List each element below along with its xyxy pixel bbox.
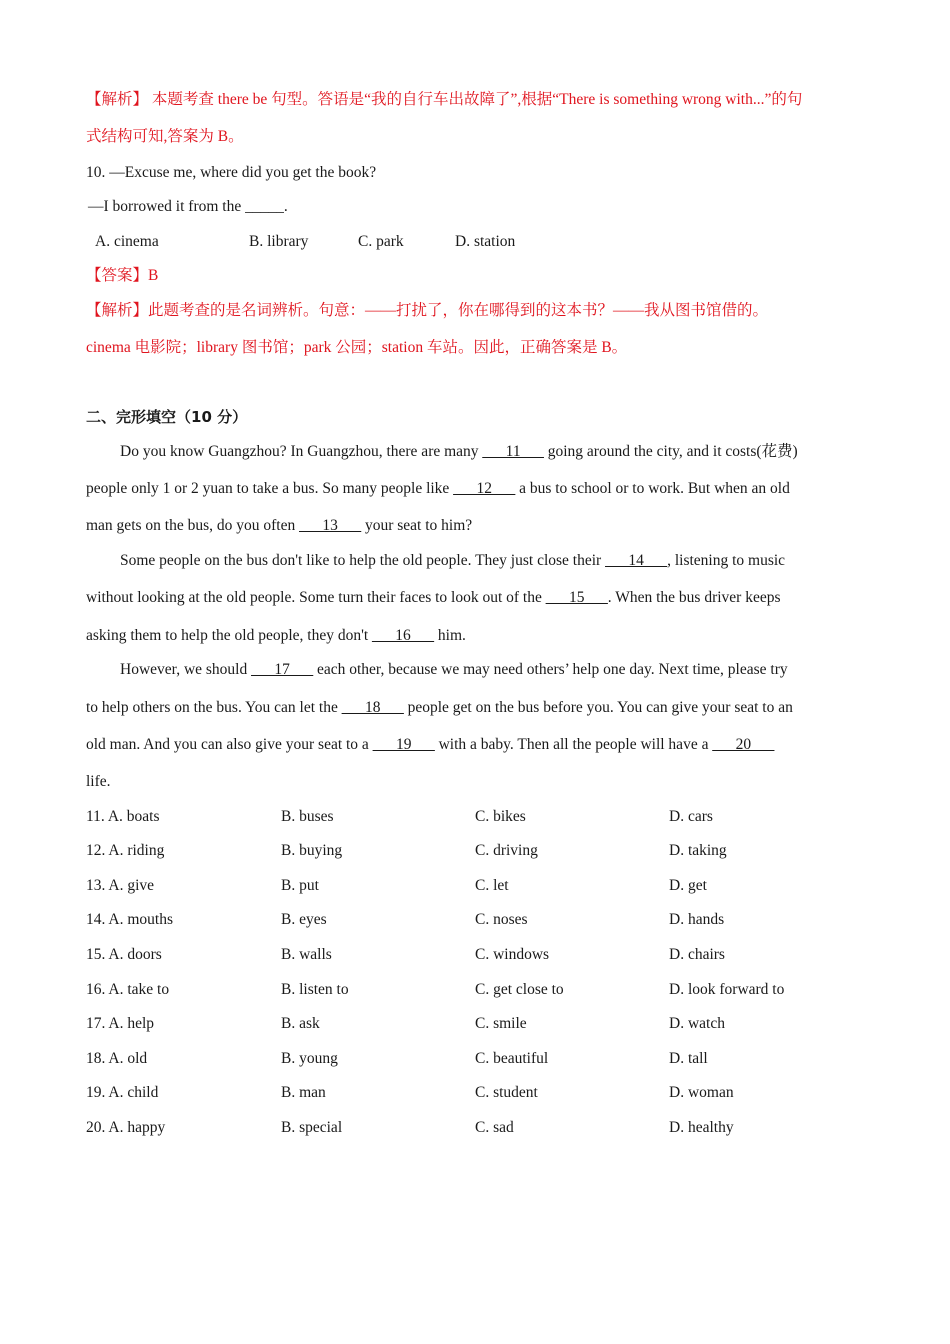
- question-10-option-a: A. cinema: [95, 233, 159, 250]
- option-c: C. sad: [475, 1119, 514, 1136]
- passage-p3-line-3: [86, 735, 774, 755]
- options-row-16: [86, 980, 866, 1000]
- option-a: 18. A. old: [86, 1050, 148, 1067]
- blank-13: ___13___: [299, 517, 362, 534]
- passage-p1-line-1: [120, 442, 798, 462]
- option-d: D. healthy: [669, 1119, 734, 1136]
- option-d: D. chairs: [669, 946, 725, 963]
- question-10-analysis-line-1: 【解析】此题考查的是名词辨析。句意：——打扰了，你在哪得到的这本书？——我从图书馆借的。: [86, 302, 769, 319]
- option-a: 19. A. child: [86, 1084, 159, 1101]
- blank-11: ___11___: [482, 443, 544, 460]
- question-10-answer-line: —I borrowed it from the _____.: [88, 198, 288, 215]
- option-b: B. buying: [281, 842, 343, 859]
- option-b: B. put: [281, 877, 319, 894]
- option-a: 17. A. help: [86, 1015, 155, 1032]
- option-b: B. walls: [281, 946, 332, 963]
- option-a: 16. A. take to: [86, 981, 170, 998]
- options-row-14: [86, 910, 866, 930]
- options-row-20: [86, 1118, 866, 1138]
- option-d: D. get: [669, 877, 707, 894]
- option-a: 12. A. riding: [86, 842, 165, 859]
- option-c: C. let: [475, 877, 509, 894]
- passage-p1-line-2: [86, 479, 790, 499]
- passage-text: your seat to him?: [361, 517, 473, 534]
- option-b: B. ask: [281, 1015, 320, 1032]
- blank-18: ___18___: [341, 699, 404, 716]
- passage-text: man gets on the bus, do you often: [86, 517, 300, 534]
- analysis-tag: 【解析】: [86, 91, 149, 108]
- option-c: C. get close to: [475, 981, 564, 998]
- analysis-9-line-2: 式结构可知,答案为 B。: [86, 128, 244, 145]
- blank-12: ___12___: [453, 480, 516, 497]
- analysis-9-line-1: [86, 90, 802, 110]
- passage-p2-line-3: [86, 626, 466, 646]
- passage-text: each other, because we may need others’ help one day. Next time, please try: [313, 661, 788, 678]
- option-d: D. woman: [669, 1084, 734, 1101]
- blank-19: ___19___: [372, 736, 435, 753]
- option-a: 20. A. happy: [86, 1119, 166, 1136]
- option-c: C. bikes: [475, 808, 526, 825]
- analysis-text: 本题考查 there be 句型。答语是“我的自行车出故障了”,根据“There is something wrong with...”的句: [148, 91, 803, 108]
- blank-16: ___16___: [372, 627, 435, 644]
- passage-p3-line-4: life.: [86, 773, 111, 790]
- passage-p2-line-2: [86, 588, 781, 608]
- option-c: C. smile: [475, 1015, 527, 1032]
- passage-text: . When the bus driver keeps: [607, 589, 781, 606]
- option-d: D. watch: [669, 1015, 725, 1032]
- section-title: 二、完形填空（10 分）: [86, 408, 248, 426]
- passage-text: , listening to music: [667, 552, 786, 569]
- option-d: D. taking: [669, 842, 727, 859]
- passage-text: people get on the bus before you. You can give your seat to an: [403, 699, 793, 716]
- option-c: C. beautiful: [475, 1050, 549, 1067]
- options-row-17: [86, 1014, 866, 1034]
- blank-14: ___14___: [605, 552, 668, 569]
- passage-text: old man. And you can also give your seat to a: [86, 736, 373, 753]
- option-a: 13. A. give: [86, 877, 155, 894]
- option-b: B. listen to: [281, 981, 349, 998]
- passage-text: with a baby. Then all the people will have a: [434, 736, 713, 753]
- blank-17: ___17___: [251, 661, 314, 678]
- passage-p1-line-3: [86, 516, 472, 536]
- option-b: B. man: [281, 1084, 326, 1101]
- option-b: B. eyes: [281, 911, 327, 928]
- option-a: 11. A. boats: [86, 808, 160, 825]
- passage-p2-line-1: [120, 551, 785, 571]
- passage-text: a bus to school or to work. But when an old: [515, 480, 790, 497]
- question-10: 10. —Excuse me, where did you get the book?: [86, 164, 377, 181]
- option-c: C. windows: [475, 946, 550, 963]
- option-c: C. driving: [475, 842, 538, 859]
- passage-text: without looking at the old people. Some turn their faces to look out of the: [86, 589, 546, 606]
- question-10-option-d: D. station: [455, 233, 516, 250]
- passage-text: Some people on the bus don't like to help the old people. They just close their: [120, 552, 606, 569]
- question-10-option-c: C. park: [358, 233, 404, 250]
- passage-text: However, we should: [120, 661, 252, 678]
- question-10-option-b: B. library: [249, 233, 309, 250]
- blank-20: ___20___: [712, 736, 775, 753]
- passage-text: asking them to help the old people, they don't: [86, 627, 373, 644]
- option-b: B. young: [281, 1050, 338, 1067]
- option-b: B. special: [281, 1119, 343, 1136]
- option-a: 14. A. mouths: [86, 911, 173, 928]
- option-b: B. buses: [281, 808, 334, 825]
- blank-15: ___15___: [545, 589, 608, 606]
- options-row-15: [86, 945, 866, 965]
- question-10-answer: 【答案】B: [86, 267, 159, 284]
- option-d: D. cars: [669, 808, 713, 825]
- question-10-analysis-line-2: cinema 电影院；library 图书馆；park 公园；station 车站。因此，正确答案是 B。: [86, 339, 628, 356]
- option-d: D. look forward to: [669, 981, 785, 998]
- options-row-18: [86, 1049, 866, 1069]
- passage-text: people only 1 or 2 yuan to take a bus. So many people like: [86, 480, 454, 497]
- passage-p3-line-1: [120, 660, 788, 680]
- option-d: D. hands: [669, 911, 725, 928]
- passage-text: him.: [434, 627, 466, 644]
- passage-text: to help others on the bus. You can let the: [86, 699, 342, 716]
- options-row-12: [86, 841, 866, 861]
- passage-p3-line-2: [86, 698, 793, 718]
- options-row-13: [86, 876, 866, 896]
- passage-text: going around the city, and it costs(花费): [543, 443, 798, 460]
- option-c: C. student: [475, 1084, 538, 1101]
- options-row-11: [86, 807, 866, 827]
- option-c: C. noses: [475, 911, 528, 928]
- passage-text: Do you know Guangzhou? In Guangzhou, there are many: [120, 443, 483, 460]
- option-d: D. tall: [669, 1050, 708, 1067]
- options-row-19: [86, 1083, 866, 1103]
- option-a: 15. A. doors: [86, 946, 162, 963]
